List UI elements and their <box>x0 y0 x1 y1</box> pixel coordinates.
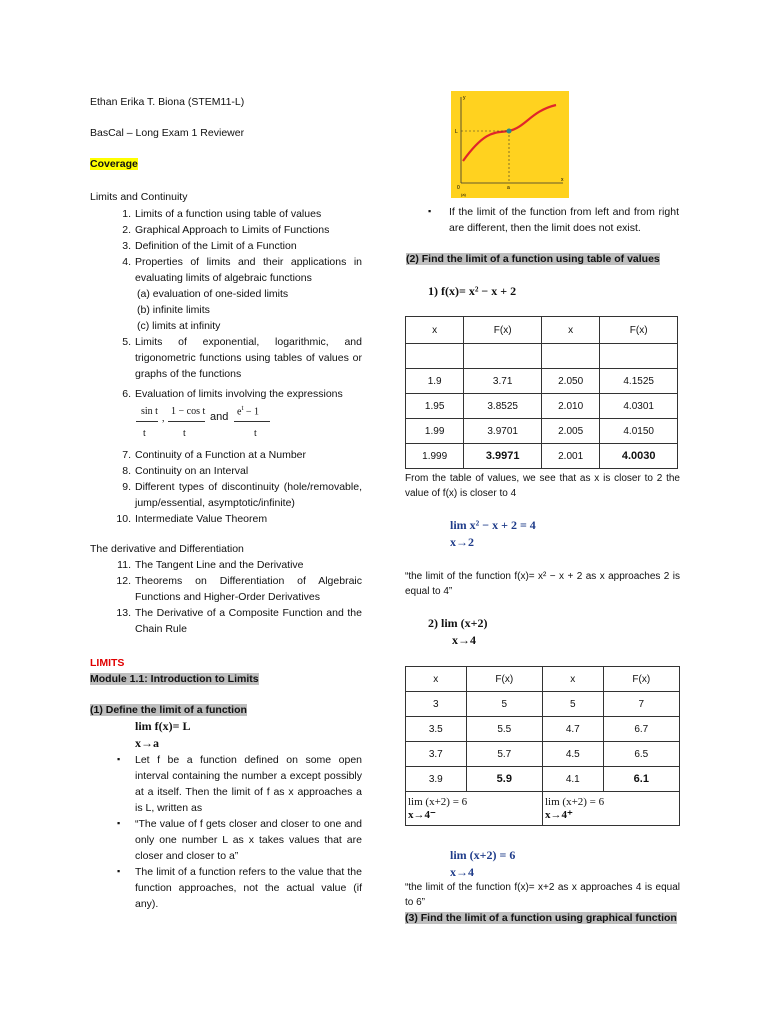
fraction-bar <box>136 421 158 422</box>
coverage-list-2 <box>116 557 362 637</box>
list-item: 2. Graphical Approach to Limits of Functions <box>122 224 330 236</box>
svg-text:(a): (a) <box>461 192 466 197</box>
table-header: F(x) <box>603 667 679 692</box>
table-row <box>406 344 678 369</box>
limit-graph <box>451 91 569 198</box>
limit-graph-figure <box>451 91 569 198</box>
right-limit-sub: x→4⁺ <box>544 808 573 821</box>
table-row: 3 5 5 7 <box>406 692 680 717</box>
values-table-1 <box>405 316 678 469</box>
list-item: 10. Intermediate Value Theorem <box>116 513 268 525</box>
list-item: 4. Properties of limits and their applications in evaluating limits of algebraic functions <box>122 256 362 284</box>
table-header: F(x) <box>600 317 678 344</box>
table-row: 3.9 5.9 4.1 6.1 <box>406 767 680 792</box>
expr-comma: , <box>162 413 165 424</box>
expr-cos-num: 1 − cos t <box>171 406 206 417</box>
table-header: F(x) <box>464 317 542 344</box>
table-conclusion: From the table of values, we see that as x is closer to 2 the value of f(x) is closer to 4 <box>405 473 680 499</box>
table-header: x <box>406 667 467 692</box>
bullet-icon: ▪ <box>117 866 121 876</box>
expr-cos-den: t <box>183 428 186 439</box>
list-item: 7. Continuity of a Function at a Number <box>122 449 307 461</box>
right-limit: lim (x+2) = 6 <box>544 795 605 808</box>
fraction-bar <box>168 421 205 422</box>
list-item: 13. The Derivative of a Composite Function and the Chain Rule <box>116 607 362 635</box>
expr-exp-num: $e^t - 1$ <box>237 404 260 418</box>
sublist-item: (b) infinite limits <box>137 304 210 316</box>
bullet-icon: ▪ <box>117 754 121 764</box>
example-1-quote: “the limit of the function f(x)= x² − x + 2 as x approaches 2 is equal to 4” <box>405 571 680 597</box>
table-header: x <box>542 667 603 692</box>
list-item: 12. Theorems on Differentiation of Algebraic Functions and Higher-Order Derivatives <box>116 575 362 603</box>
table-method-heading: (2) Find the limit of a function using table of values <box>406 253 660 265</box>
svg-text:0: 0 <box>457 185 460 191</box>
list-item: 1. Limits of a function using table of values <box>122 208 322 220</box>
author-line: Ethan Erika T. Biona (STEM11-L) <box>90 96 245 108</box>
left-limit: lim (x+2) = 6 <box>408 795 468 808</box>
table-header: x <box>541 317 599 344</box>
sublist-item: (c) limits at infinity <box>137 320 221 332</box>
values-table-2 <box>405 666 680 826</box>
left-limit-sub: x→4⁻ <box>408 808 436 821</box>
example-2-title: 2) lim (x+2) <box>428 616 488 630</box>
coverage-list-1b <box>116 447 362 527</box>
table-header: x <box>406 317 464 344</box>
expr-and: and <box>210 411 229 423</box>
table-row: 3.5 5.5 4.7 6.7 <box>406 717 680 742</box>
coverage-list-1 <box>122 206 362 402</box>
list-item: 11. The Tangent Line and the Derivative <box>117 559 304 571</box>
limit-subscript: x→a <box>135 736 159 750</box>
bullet-icon: ▪ <box>428 206 432 216</box>
example-2-title-sub: x→4 <box>452 633 476 647</box>
list-item: 3. Definition of the Limit of a Function <box>122 240 297 252</box>
sublist-item: (a) evaluation of one-sided limits <box>137 288 289 300</box>
example-1-limit: lim x² − x + 2 = 4 <box>450 518 536 532</box>
list-item: 6. Evaluation of limits involving the expressions <box>122 388 343 400</box>
table-header: F(x) <box>466 667 542 692</box>
table-row: 3.7 5.7 4.5 6.5 <box>406 742 680 767</box>
no-limit-note: If the limit of the function from left and from right are different, then the limit does not exist. <box>449 206 679 234</box>
bullet-icon: ▪ <box>117 818 121 828</box>
bullet-text: “The value of f gets closer and closer to one and only one number L as x takes values that are closer and closer to a” <box>135 818 362 862</box>
table-row: 1.99 3.9701 2.005 4.0150 <box>406 419 678 444</box>
list-item: 5. Limits of exponential, logarithmic, and trigonometric functions using tables of values or graphs of the functions <box>122 336 362 380</box>
list-item: 9. Different types of discontinuity (hole/removable, jump/essential, asymptotic/infinite) <box>122 481 362 509</box>
svg-text:x: x <box>561 177 564 183</box>
graph-method-heading: (3) Find the limit of a function using graphical function <box>405 912 677 924</box>
example-2-limit: lim (x+2) = 6 <box>450 848 516 862</box>
bullet-text: Let f be a function defined on some open interval containing the number a except possibly at a itself. Then the limit of f as x approaches a is L, written as <box>135 754 362 814</box>
example-1-title: 1) f(x)= x² − x + 2 <box>428 284 517 298</box>
section-title-limits: Limits and Continuity <box>90 191 188 203</box>
svg-text:y: y <box>463 95 466 101</box>
expr-sin-num: sin t <box>141 406 158 417</box>
limit-notation: lim f(x)= L <box>135 719 191 733</box>
list-item: 8. Continuity on an Interval <box>122 465 249 477</box>
expr-exp-den: t <box>254 428 257 439</box>
limits-heading: LIMITS <box>90 657 125 669</box>
table-row: 1.999 3.9971 2.001 4.0030 <box>406 444 678 469</box>
sublist <box>135 286 362 334</box>
section-title-derivative: The derivative and Differentiation <box>90 543 244 555</box>
fraction-bar <box>234 421 270 422</box>
table-footer-row <box>406 792 680 826</box>
define-heading: (1) Define the limit of a function <box>90 704 247 716</box>
example-2-quote: “the limit of the function f(x)= x+2 as x approaches 4 is equal to 6” <box>405 882 680 908</box>
module-heading: Module 1.1: Introduction to Limits <box>90 673 259 685</box>
table-row: 1.95 3.8525 2.010 4.0301 <box>406 394 678 419</box>
expr-sin-den: t <box>143 428 146 439</box>
svg-text:L: L <box>455 129 458 135</box>
example-2-limit-sub: x→4 <box>450 865 474 879</box>
bullet-text: The limit of a function refers to the value that the function approaches, not the actual value (if any). <box>135 866 362 910</box>
course-line: BasCal – Long Exam 1 Reviewer <box>90 127 245 139</box>
example-1-limit-sub: x→2 <box>450 535 474 549</box>
svg-text:a: a <box>507 185 510 191</box>
coverage-heading: Coverage <box>90 158 138 170</box>
table-row: 1.9 3.71 2.050 4.1525 <box>406 369 678 394</box>
